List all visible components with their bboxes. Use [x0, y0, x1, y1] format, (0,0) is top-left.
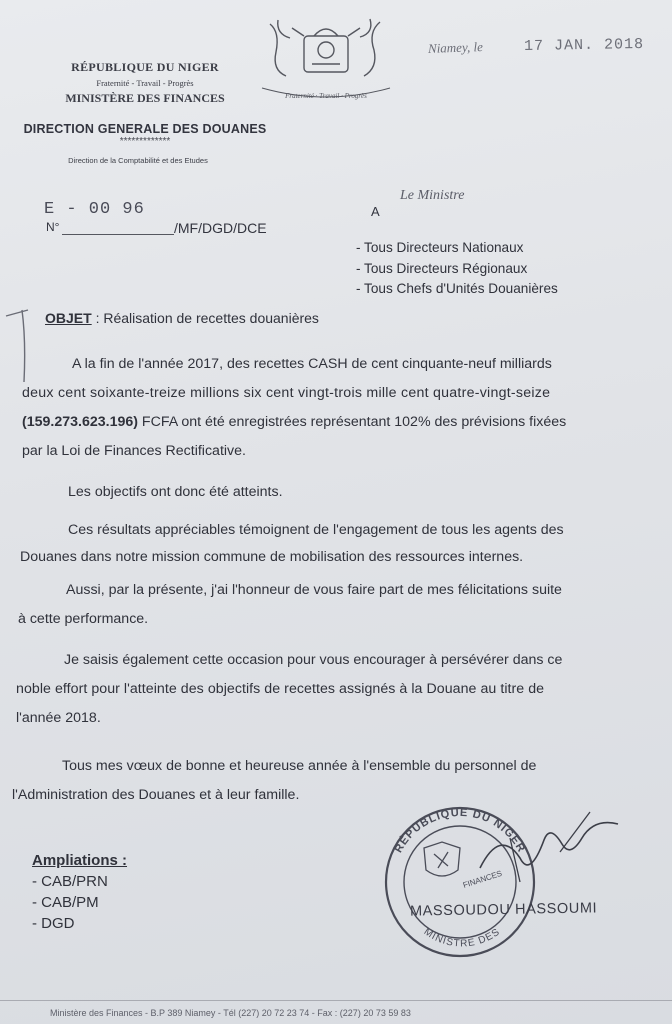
- addressee-a: A: [371, 204, 380, 219]
- p5-line-3: l'année 2018.: [16, 710, 101, 726]
- amount-figure: (159.273.623.196): [22, 414, 138, 430]
- subject-text: : Réalisation de recettes douanières: [91, 310, 319, 326]
- stamp-top-text: RÉPUBLIQUE DU NIGER: [392, 806, 528, 855]
- header-stars: *************: [119, 136, 171, 147]
- p1-line-2: deux cent soixante-treize millions six cent vingt-trois mille cent quatre-vingt-seize: [22, 385, 551, 401]
- body-paragraph-3: [20, 516, 660, 572]
- reference-block: [42, 198, 322, 238]
- p1-line-3: [22, 408, 652, 437]
- body-paragraph-5: [16, 646, 666, 733]
- recipient-item: - Tous Directeurs Nationaux: [356, 240, 524, 255]
- p5-line-1: Je saisis également cette occasion pour vous encourager à persévérer dans ce: [64, 652, 563, 668]
- footer-address: Ministère des Finances - B.P 389 Niamey - Tél (227) 20 72 23 74 - Fax : (227) 20 73 59 83: [50, 1008, 411, 1018]
- reference-suffix: /MF/DGD/DCE: [174, 220, 267, 236]
- body-paragraph-1: [22, 350, 652, 466]
- p1-line-4: par la Loi de Finances Rectificative.: [22, 443, 246, 459]
- ampliation-item: - CAB/PRN: [32, 873, 108, 890]
- republic-title: RÉPUBLIQUE DU NIGER: [71, 60, 219, 74]
- ampliation-item: - DGD: [32, 915, 75, 932]
- p6-line-2: l'Administration des Douanes et à leur famille.: [12, 787, 300, 803]
- ampliation-item: - CAB/PM: [32, 894, 99, 911]
- reference-underline: [62, 234, 174, 235]
- reference-handwritten-number: E - 00 96: [44, 200, 145, 219]
- body-paragraph-2: Les objectifs ont donc été atteints.: [68, 484, 283, 500]
- subject-label: OBJET: [45, 310, 92, 326]
- handwritten-signature: [470, 808, 630, 888]
- stamp-inner-text: FINANCES: [461, 868, 504, 890]
- subdirection-title: Direction de la Comptabilité et des Etudes: [68, 156, 208, 165]
- addressee-minister-handwritten: Le Ministre: [400, 188, 465, 203]
- p5-line-2: noble effort pour l'atteinte des objectifs de recettes assignés à la Douane au titre de: [16, 681, 545, 697]
- emblem-motto-text: Fraternité · Travail · Progrès: [285, 92, 367, 100]
- recipient-item: - Tous Chefs d'Unités Douanières: [356, 281, 558, 296]
- letterhead: [10, 60, 280, 106]
- direction-title: DIRECTION GENERALE DES DOUANES: [23, 122, 267, 136]
- ministry-title: MINISTÈRE DES FINANCES: [65, 91, 225, 105]
- body-paragraph-6: [12, 752, 667, 810]
- p3-line-2: Douanes dans notre mission commune de mobilisation des ressources internes.: [20, 549, 524, 565]
- national-motto: Fraternité - Travail - Progrès: [96, 78, 194, 88]
- p4-line-2: à cette performance.: [18, 611, 149, 627]
- place-date-label: Niamey, le: [427, 39, 484, 56]
- p4-line-1: Aussi, par la présente, j'ai l'honneur de vous faire part de mes félicitations suite: [66, 582, 562, 598]
- recipient-list: [356, 238, 558, 300]
- p6-line-1: Tous mes vœux de bonne et heureuse année à l'ensemble du personnel de: [62, 758, 537, 774]
- recipient-item: - Tous Directeurs Régionaux: [356, 260, 528, 276]
- date-stamp: 17 JAN. 2018: [523, 35, 645, 56]
- signatory-name: MASSOUDOU HASSOUMI: [409, 900, 598, 920]
- p1-line-3-rest: FCFA ont été enregistrées représentant 102% des prévisions fixées: [137, 414, 567, 430]
- ampliations-title: Ampliations :: [32, 852, 128, 869]
- stamp-bottom-text: MINISTRE DES: [421, 926, 503, 950]
- footer-rule: [0, 1000, 672, 1001]
- subject-line: [45, 310, 319, 326]
- reference-label: N°: [46, 220, 60, 234]
- ampliations-block: [32, 850, 127, 934]
- p3-line-1: Ces résultats appréciables témoignent de l'engagement de tous les agents des: [68, 522, 564, 538]
- p1-line-1: A la fin de l'année 2017, des recettes CASH de cent cinquante-neuf milliards: [72, 356, 552, 372]
- body-paragraph-4: [18, 576, 658, 634]
- coat-of-arms-emblem: [252, 14, 402, 104]
